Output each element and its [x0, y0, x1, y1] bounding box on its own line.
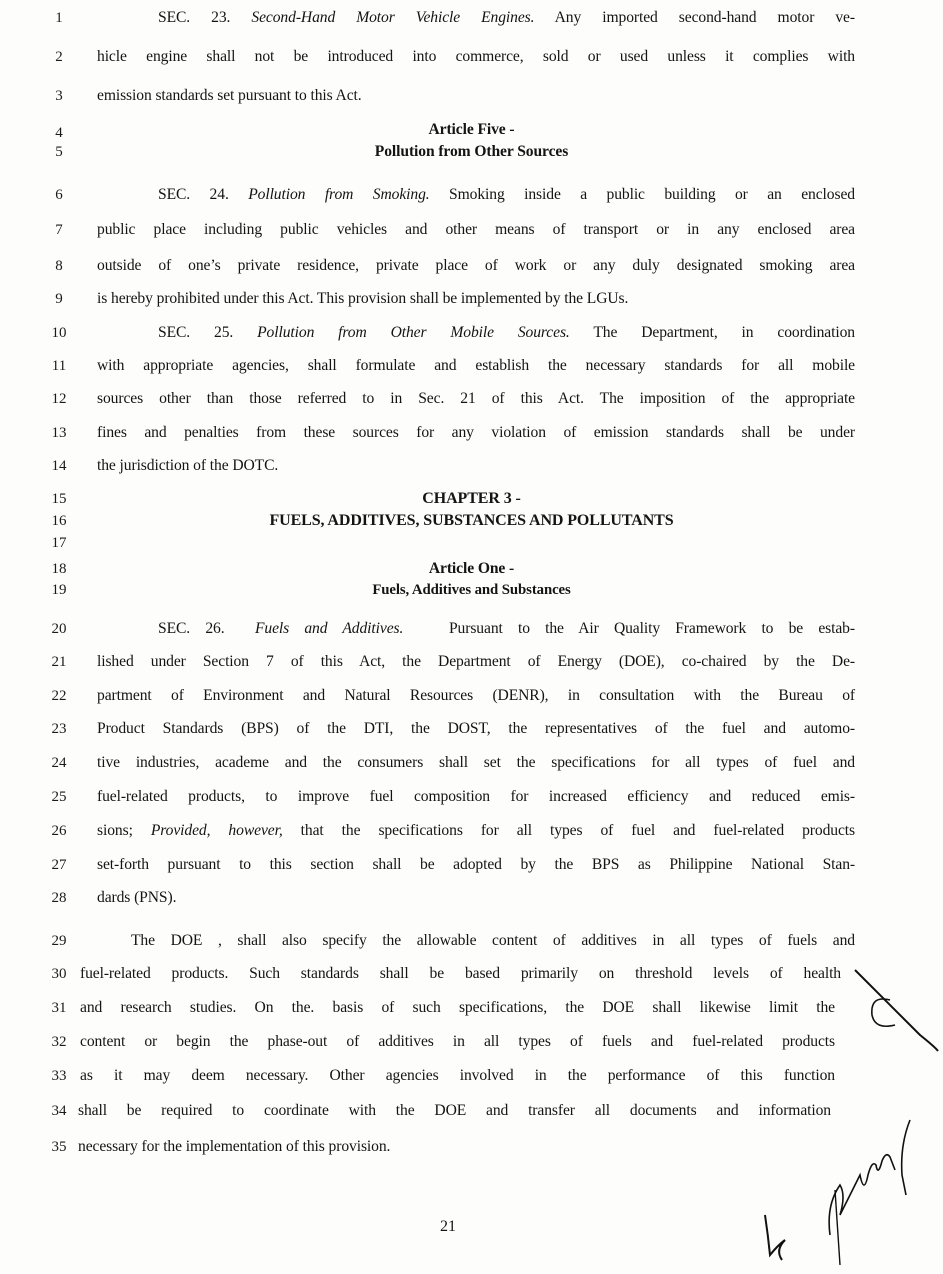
document-line: [0, 1029, 943, 1055]
document-line: [0, 784, 943, 810]
document-line: [0, 995, 943, 1021]
line-text: fuel-related products, to improve fuel composition for increased efficiency and reduced emis-: [97, 788, 855, 805]
line-number: 22: [51, 688, 67, 704]
line-number: 30: [51, 966, 67, 982]
section-title: Fuels and Additives.: [254, 620, 404, 637]
line-number: 15: [51, 491, 67, 507]
line-text: the jurisdiction of the DOTC.: [97, 457, 279, 474]
document-line: [0, 885, 943, 911]
article-title: Fuels, Additives and Substances: [372, 582, 571, 598]
line-text: [97, 818, 855, 844]
document-line: [0, 961, 943, 987]
section-title: Pollution from Smoking.: [248, 186, 430, 203]
article-title: Pollution from Other Sources: [374, 143, 569, 160]
line-number: 16: [51, 513, 67, 529]
section-number: SEC. 23.: [158, 9, 231, 26]
line-number: 1: [55, 10, 63, 26]
line-number: 25: [51, 789, 67, 805]
line-text: The DOE , shall also specify the allowable content of additives in all types of fuels and: [131, 932, 855, 949]
line-number: 10: [51, 325, 67, 341]
line-body: Smoking inside a public building or an enclosed: [449, 186, 855, 203]
line-number: 24: [51, 755, 67, 771]
document-line: [0, 683, 943, 709]
chapter-heading: CHAPTER 3 -: [422, 490, 521, 507]
line-text: content or begin the phase-out of additives in all types of fuels and fuel-related products: [80, 1033, 835, 1050]
line-text: dards (PNS).: [97, 889, 177, 906]
document-line: [0, 5, 943, 31]
line-text: with appropriate agencies, shall formulate and establish the necessary standards for all mobile: [97, 357, 855, 374]
line-number: 26: [51, 823, 67, 839]
document-line: [0, 750, 943, 776]
proviso-phrase: Provided, however,: [150, 822, 283, 839]
line-number: 34: [51, 1103, 67, 1119]
line-number: 3: [55, 88, 63, 104]
line-number: 33: [51, 1068, 67, 1084]
chapter-title: FUELS, ADDITIVES, SUBSTANCES AND POLLUTANTS: [269, 512, 674, 529]
line-number: 11: [51, 358, 67, 374]
line-text: emission standards set pursuant to this Act.: [97, 87, 362, 104]
line-text: tive industries, academe and the consumers shall set the specifications for all types of fuel and: [97, 754, 855, 771]
document-line: [0, 716, 943, 742]
document-line: [0, 386, 943, 412]
line-body: The Department, in coordination: [593, 324, 855, 341]
line-number: 20: [51, 621, 67, 637]
line-number: 12: [51, 391, 67, 407]
document-line: [0, 1134, 943, 1160]
line-text: set-forth pursuant to this section shall be adopted by the BPS as Philippine National Stan-: [97, 856, 855, 873]
document-line: [0, 928, 943, 954]
section-title: Second-Hand Motor Vehicle Engines.: [251, 9, 535, 26]
document-line: [0, 580, 943, 606]
line-number: 29: [51, 933, 67, 949]
line-text: partment of Environment and Natural Resources (DENR), in consultation with the Bureau of: [97, 687, 855, 704]
document-line: [0, 852, 943, 878]
line-text: [158, 320, 855, 346]
line-number: 18: [51, 561, 67, 577]
document-line: [0, 253, 943, 279]
line-number: 32: [51, 1034, 67, 1050]
document-line: [0, 286, 943, 312]
document-line: [0, 649, 943, 675]
document-line: [0, 217, 943, 243]
line-text: and research studies. On the. basis of such specifications, the DOE shall likewise limit the: [80, 999, 835, 1016]
line-number: 8: [55, 258, 63, 274]
document-line: [0, 182, 943, 208]
document-line: [0, 44, 943, 70]
line-number: 13: [51, 425, 67, 441]
document-line: [0, 533, 943, 559]
line-text: sources other than those referred to in Sec. 21 of this Act. The imposition of the appropriate: [97, 390, 855, 407]
line-text: fuel-related products. Such standards shall be based primarily on threshold levels of health: [80, 965, 841, 982]
document-line: [0, 320, 943, 346]
line-body: that the specifications for all types of fuel and fuel-related products: [300, 822, 855, 839]
section-title: Pollution from Other Mobile Sources.: [257, 324, 570, 341]
document-line: [0, 1063, 943, 1089]
line-text: Product Standards (BPS) of the DTI, the DOST, the representatives of the fuel and automo-: [97, 720, 855, 737]
line-prefix: sions;: [97, 822, 133, 839]
article-heading: Article One -: [428, 560, 515, 577]
line-text: is hereby prohibited under this Act. This provision shall be implemented by the LGUs.: [97, 290, 629, 307]
line-number: 28: [51, 890, 67, 906]
section-number: SEC. 24.: [158, 186, 229, 203]
line-text: as it may deem necessary. Other agencies involved in the performance of this function: [80, 1067, 835, 1084]
page-number: 21: [440, 1218, 456, 1235]
line-text: [158, 616, 855, 642]
document-line: [0, 420, 943, 446]
line-number: 19: [51, 582, 67, 598]
line-number: 35: [51, 1139, 67, 1155]
line-text: hicle engine shall not be introduced into commerce, sold or used unless it complies with: [97, 48, 855, 65]
document-line: [0, 1098, 943, 1124]
line-number: 23: [51, 721, 67, 737]
line-number: 5: [55, 144, 63, 160]
document-line: [0, 818, 943, 844]
line-number: 31: [51, 1000, 67, 1016]
line-text: [158, 182, 855, 208]
line-number: 14: [51, 458, 67, 474]
line-number: 6: [55, 187, 63, 203]
line-number: 17: [51, 535, 67, 551]
document-line: [0, 83, 943, 109]
section-number: SEC. 25.: [158, 324, 234, 341]
document-line: [0, 453, 943, 479]
line-text: necessary for the implementation of this provision.: [78, 1138, 391, 1155]
line-body: Any imported second-hand motor ve-: [554, 9, 855, 26]
line-number: 9: [55, 291, 63, 307]
document-line: [0, 142, 943, 168]
article-heading: Article Five -: [428, 121, 515, 138]
line-text: fines and penalties from these sources for any violation of emission standards shall be under: [97, 424, 855, 441]
line-number: 2: [55, 49, 63, 65]
line-number: 4: [55, 125, 63, 141]
line-number: 21: [51, 654, 67, 670]
line-text: [158, 5, 855, 31]
section-number: SEC. 26.: [158, 620, 225, 637]
line-number: 27: [51, 857, 67, 873]
line-number: 7: [55, 222, 63, 238]
line-text: shall be required to coordinate with the DOE and transfer all documents and information: [78, 1102, 831, 1119]
line-text: outside of one’s private residence, private place of work or any duly designated smoking area: [97, 257, 855, 274]
line-body: Pursuant to the Air Quality Framework to be estab-: [448, 620, 855, 637]
line-text: lished under Section 7 of this Act, the Department of Energy (DOE), co-chaired by the De-: [97, 653, 855, 670]
document-line: [0, 616, 943, 642]
document-line: [0, 353, 943, 379]
line-text: public place including public vehicles and other means of transport or in any enclosed area: [97, 221, 855, 238]
